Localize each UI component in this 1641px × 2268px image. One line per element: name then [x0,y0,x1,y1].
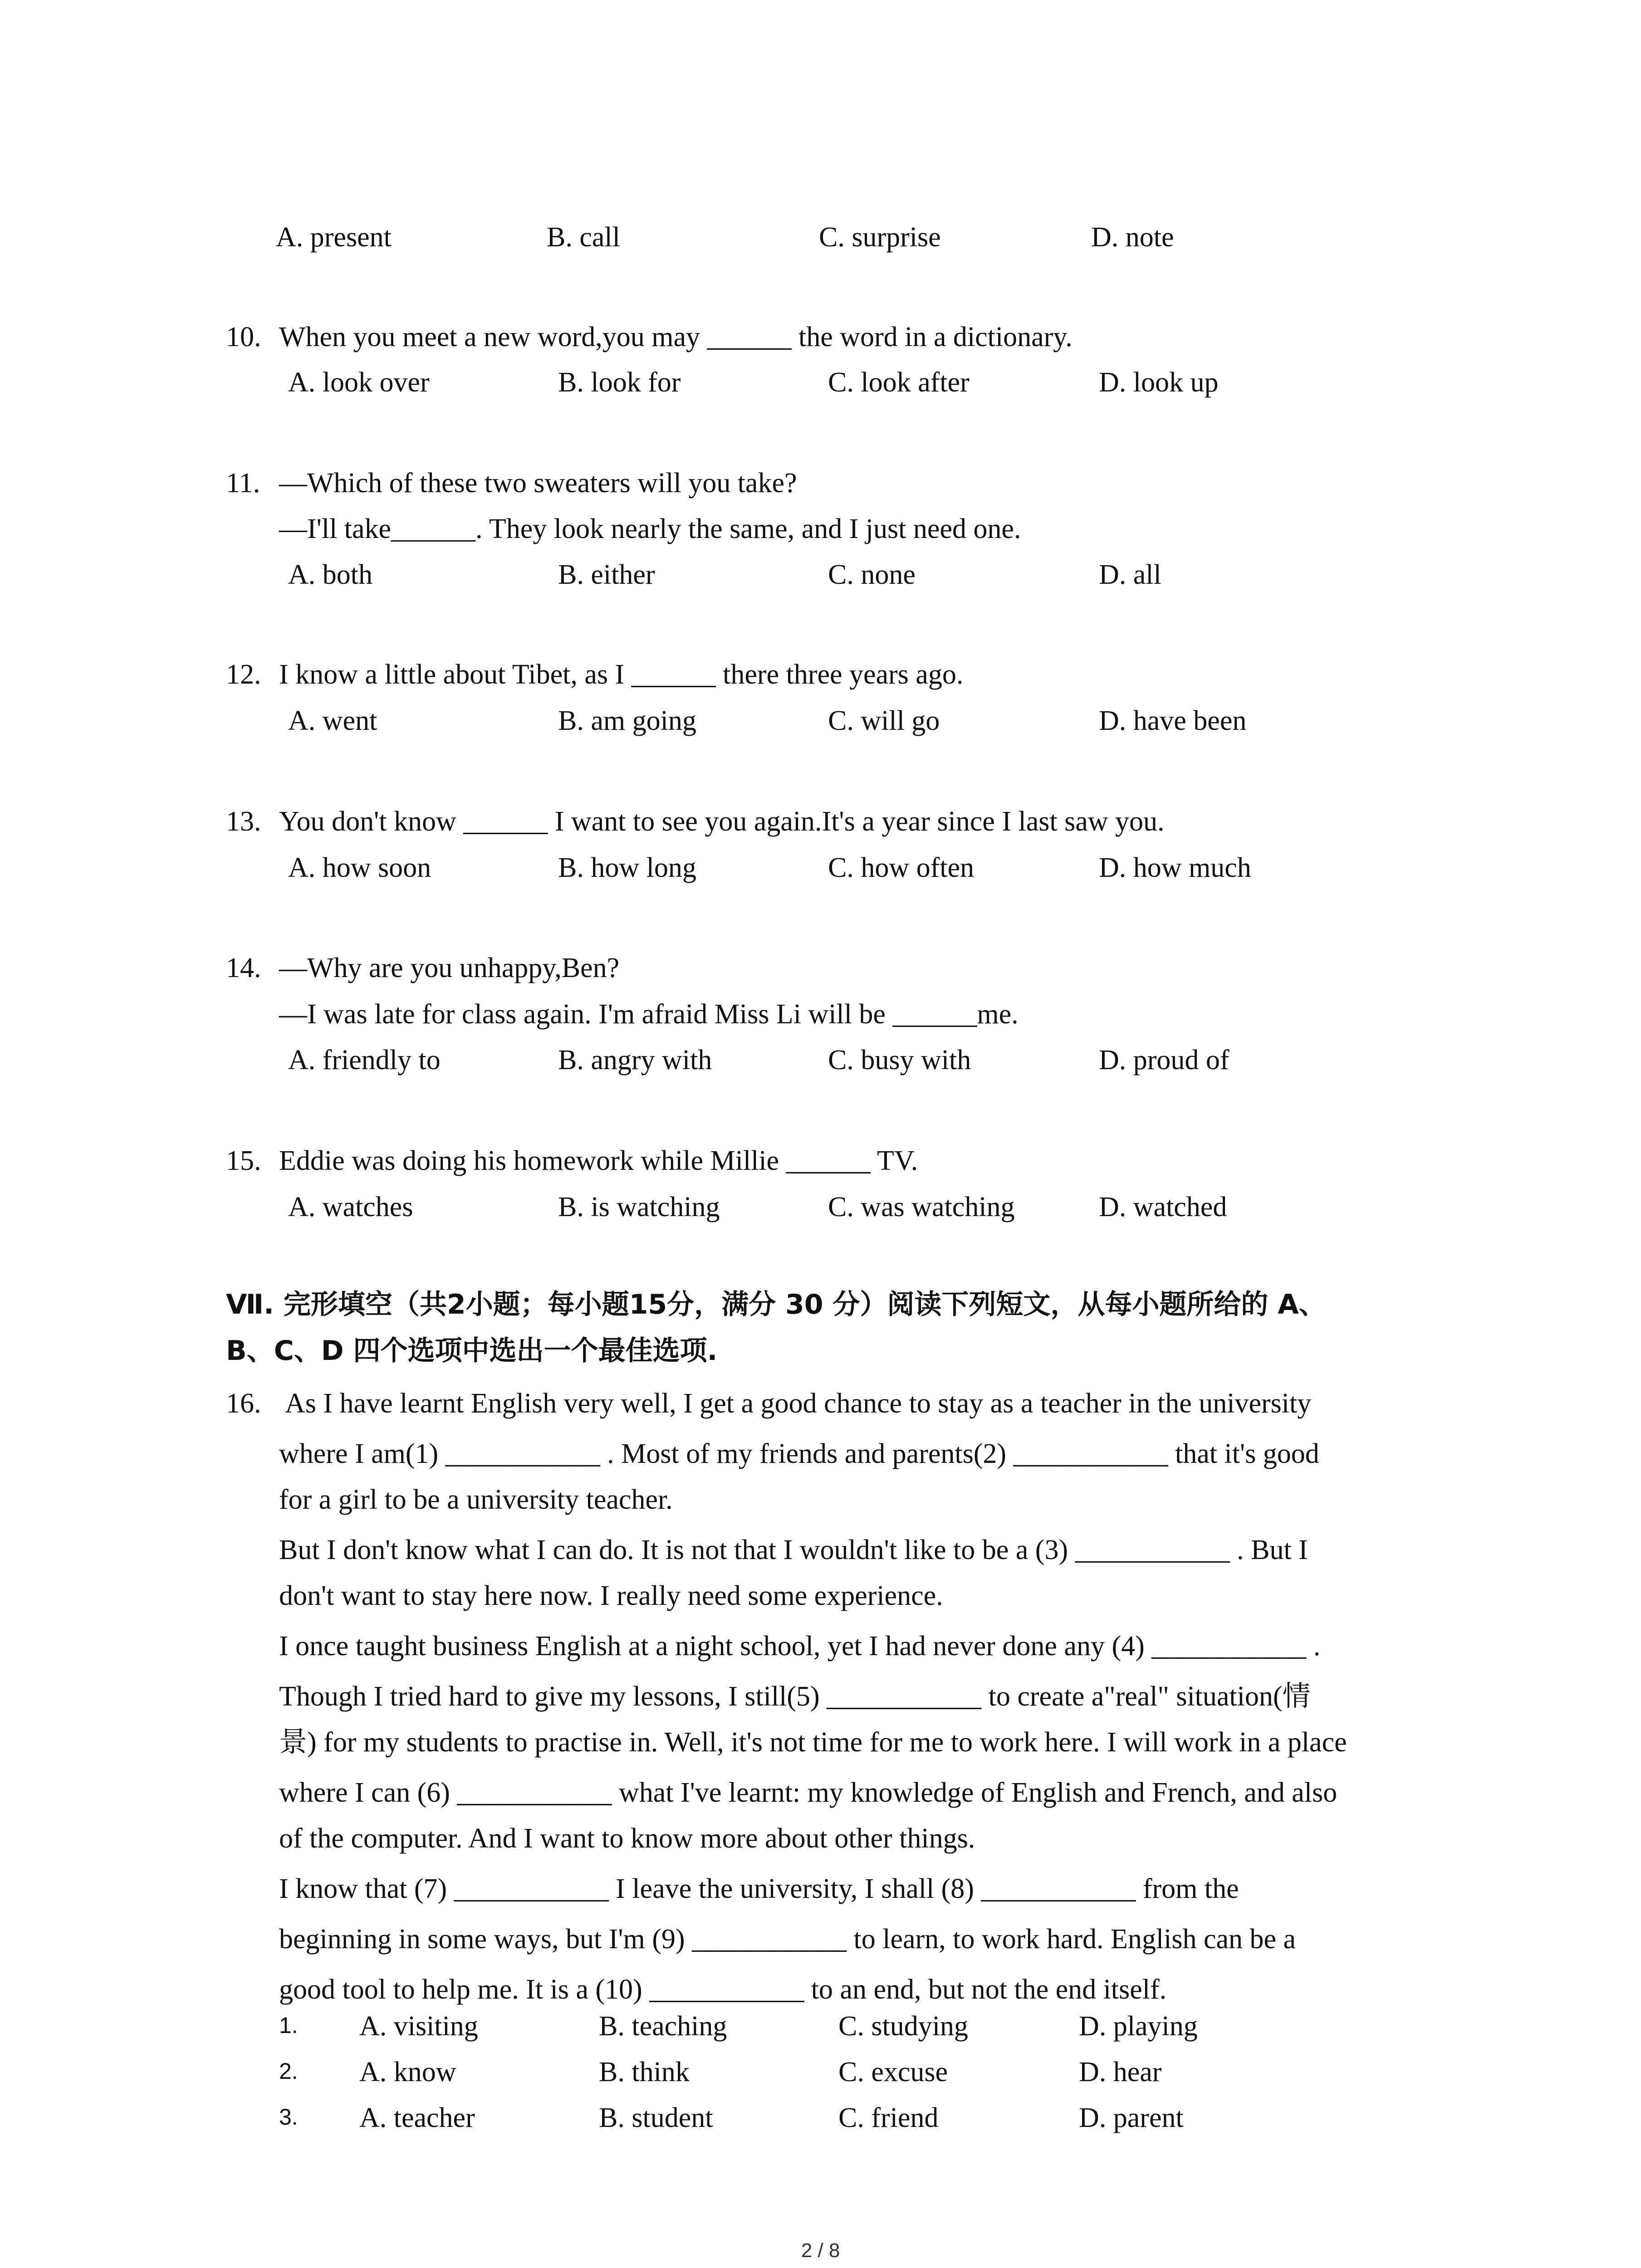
option-d: D. how much [1099,852,1251,883]
question-stem: I know a little about Tibet, as I ______ there three years ago. [279,659,964,690]
option-d: D. playing [1079,2011,1198,2042]
question-number: 11. [226,468,260,499]
question-stem: —I was late for class again. I'm afraid Miss Li will be ______me. [279,999,1019,1030]
option-a: A. went [288,705,377,736]
page-number: 2 / 8 [801,2239,840,2262]
option-a: A. teacher [359,2102,475,2133]
option-d: D. proud of [1099,1045,1230,1075]
sub-question-number: 2. [279,2058,298,2084]
option-b: B. how long [558,852,696,883]
question-stem: —Which of these two sweaters will you take? [279,468,797,499]
question-stem: —Why are you unhappy,Ben? [279,953,620,983]
section-heading-line-2: B、C、D 四个选项中选出一个最佳选项. [226,1335,718,1367]
option-c: C. how often [828,852,975,883]
option-b: B. am going [558,705,696,736]
option-d: D. note [1091,222,1174,253]
option-d: D. look up [1099,367,1219,398]
option-a: A. friendly to [288,1045,441,1075]
option-a: A. look over [288,367,430,398]
question-stem: When you meet a new word,you may ______ the word in a dictionary. [279,322,1073,352]
passage-line: I know that (7) ___________ I leave the university, I shall (8) ___________ from the [279,1873,1239,1904]
option-c: C. excuse [838,2057,948,2087]
option-c: C. surprise [819,222,941,253]
option-c: C. busy with [828,1045,971,1075]
option-d: D. have been [1099,705,1247,736]
option-b: B. think [599,2057,690,2087]
option-b: B. angry with [558,1045,712,1075]
question-number: 14. [226,953,261,983]
option-c: C. look after [828,367,970,398]
option-a: A. how soon [288,852,431,883]
question-stem: Eddie was doing his homework while Millie ______ TV. [279,1145,918,1176]
option-c: C. studying [838,2011,968,2042]
option-a: A. watches [288,1192,413,1222]
passage-line: 景) for my students to practise in. Well, it's not time for me to work here. I will work in a place [279,1727,1347,1758]
option-a: A. visiting [359,2011,478,2042]
option-d: D. all [1099,559,1161,590]
question-stem: You don't know ______ I want to see you again.It's a year since I last saw you. [279,806,1165,837]
sub-question-number: 3. [279,2104,298,2130]
passage-line: I once taught business English at a night school, yet I had never done any (4) ___________ . [279,1631,1321,1662]
option-c: C. none [828,559,916,590]
option-b: B. is watching [558,1192,720,1222]
sub-question-number: 1. [279,2013,298,2038]
option-a: A. both [288,559,372,590]
option-b: B. teaching [599,2011,727,2042]
question-number: 10. [226,322,261,352]
section-heading-line-1: Ⅶ. 完形填空（共2小题；每小题15分，满分 30 分）阅读下列短文，从每小题所给的 A、 [226,1289,1326,1320]
option-d: D. parent [1079,2102,1184,2133]
passage-line: As I have learnt English very well, I get a good chance to stay as a teacher in the university [285,1388,1312,1419]
option-a: A. know [359,2057,456,2087]
option-b: B. either [558,559,655,590]
option-c: C. friend [838,2102,939,2133]
option-d: D. hear [1079,2057,1162,2087]
option-b: B. look for [558,367,681,398]
passage-line: beginning in some ways, but I'm (9) ___________ to learn, to work hard. English can be a [279,1924,1296,1955]
passage-line: don't want to stay here now. I really need some experience. [279,1580,943,1611]
question-number: 16. [226,1388,261,1419]
option-c: C. will go [828,705,940,736]
question-number: 13. [226,806,261,837]
option-b: B. student [599,2102,713,2133]
option-d: D. watched [1099,1192,1227,1222]
passage-line: where I am(1) ___________ . Most of my friends and parents(2) ___________ that it's good [279,1438,1319,1469]
passage-line: Though I tried hard to give my lessons, I still(5) ___________ to create a"real" situation(情 [279,1681,1311,1712]
question-number: 12. [226,659,261,690]
passage-line: where I can (6) ___________ what I've learnt: my knowledge of English and French, and also [279,1777,1337,1808]
passage-line: But I don't know what I can do. It is not that I wouldn't like to be a (3) ___________ . But I [279,1535,1308,1565]
question-number: 15. [226,1145,261,1176]
option-a: A. present [276,222,392,253]
option-c: C. was watching [828,1192,1015,1222]
passage-line: for a girl to be a university teacher. [279,1484,673,1515]
option-b: B. call [547,222,620,253]
question-stem: —I'll take______. They look nearly the same, and I just need one. [279,513,1021,544]
passage-line: of the computer. And I want to know more about other things. [279,1823,975,1854]
passage-line: good tool to help me. It is a (10) ___________ to an end, but not the end itself. [279,1974,1167,2005]
